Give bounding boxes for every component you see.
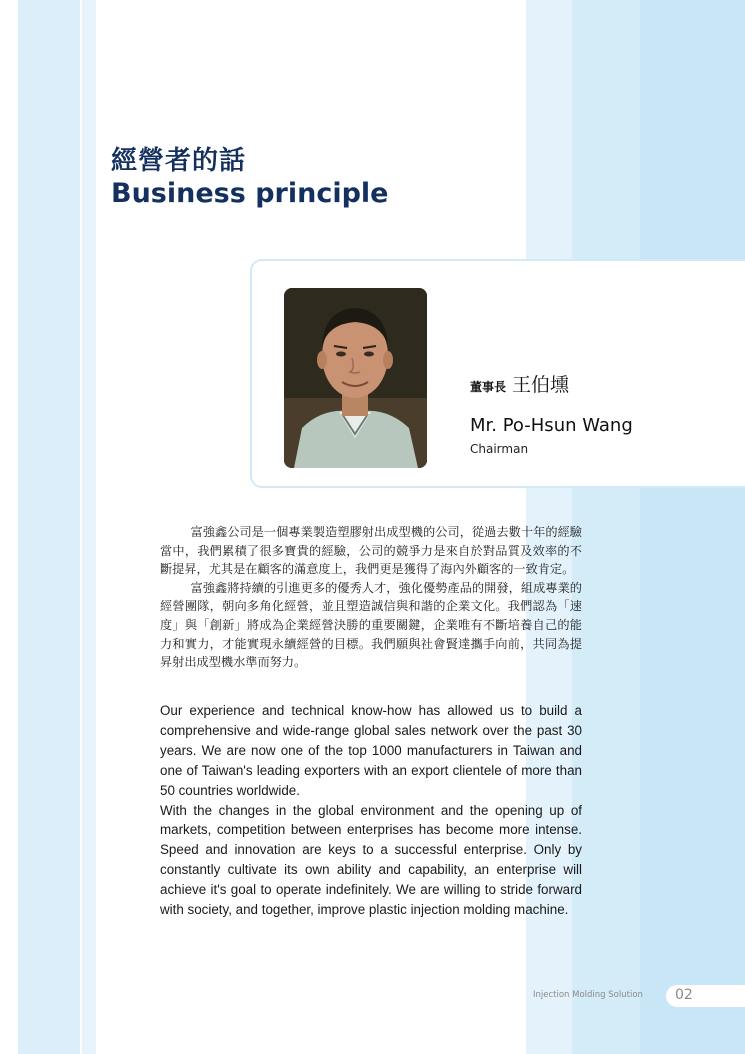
footer-label: Injection Molding Solution bbox=[533, 990, 643, 1000]
chairman-name-en: Mr. Po-Hsun Wang bbox=[470, 415, 633, 436]
background-stripe bbox=[82, 0, 96, 1054]
paragraph-zh: 富強鑫公司是一個專業製造塑膠射出成型機的公司，從過去數十年的經驗當中，我們累積了很多寶貴的經驗，公司的競爭力是來自於對品質及效率的不斷提昇，尤其是在顧客的滿意度上，我們更是獲得了海內外顧客的一致肯定。 bbox=[160, 525, 582, 577]
paragraph-en: With the changes in the global environment and the opening up of markets, competition between enterprises has become more intense. Speed and innovation are keys to a successful enterprise. Only by constantly cultivate its own ability and capability, an enterprise will achieve it's goal to operate indefinitely. We are willing to stride forward with society, and together, improve plastic injection molding machine. bbox=[160, 802, 582, 918]
position-label-en: Chairman bbox=[470, 442, 529, 456]
chairman-name-zh: 王伯壎 bbox=[512, 374, 570, 396]
chinese-body-text bbox=[160, 523, 582, 672]
chairman-name-zh-line bbox=[470, 370, 569, 397]
page-title-en: Business principle bbox=[111, 178, 389, 209]
background-stripe bbox=[18, 0, 80, 1054]
page-number: 02 bbox=[675, 987, 693, 1003]
position-label-zh: 董事長 bbox=[470, 380, 507, 394]
paragraph-en: Our experience and technical know-how has allowed us to build a comprehensive and wide-range global sales network over the past 30 years. We are now one of the top 1000 manufacturers in Taiwan and one of Taiwan's leading exporters with an export clientele of more than 50 countries worldwide. bbox=[160, 703, 582, 798]
background-stripe bbox=[640, 0, 745, 1054]
background-stripe bbox=[572, 0, 640, 1054]
page-title-zh: 經營者的話 bbox=[111, 146, 247, 176]
chairman-photo bbox=[284, 288, 427, 468]
paragraph-zh: 富強鑫將持續的引進更多的優秀人才，強化優勢產品的開發，組成專業的經營團隊，朝向多角化經營，並且塑造誠信與和諧的企業文化。我們認為「速度」與「創新」將成為企業經營決勝的重要關鍵，企業唯有不斷培養自己的能力和實力，才能實現永續經營的目標。我們願與社會賢達攜手向前，共同為提昇射出成型機水準而努力。 bbox=[160, 580, 582, 670]
english-body-text bbox=[160, 701, 582, 920]
